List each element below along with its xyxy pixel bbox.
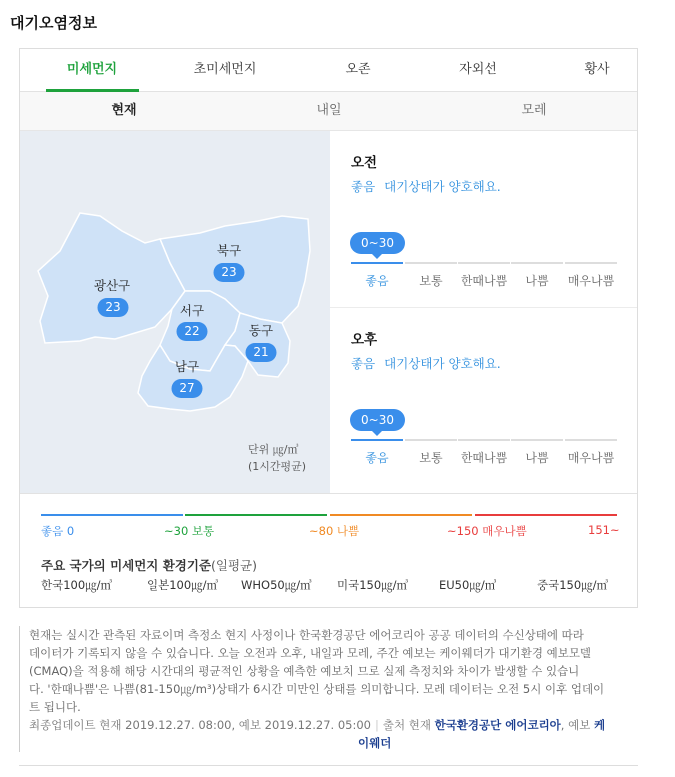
standards-title-sub: (일평균) [211, 558, 258, 573]
note-line: 트 됩니다. [29, 700, 81, 714]
forecast-pm-scale [351, 439, 617, 467]
legend-bar-very-bad [475, 514, 617, 516]
forecast-pm-message: 대기상태가 양호해요. [384, 356, 501, 371]
scale-label-briefly-bad: 한때나쁨 [460, 274, 508, 288]
source-mid: , 예보 [560, 718, 591, 732]
scale-segment-bad [511, 262, 563, 290]
air-quality-card [19, 48, 638, 608]
source-prefix: 출처 현재 [382, 718, 431, 732]
scale-label-bad: 나쁨 [525, 274, 549, 288]
legend-label-max: 151~ [588, 523, 620, 537]
standard-eu: EU50㎍/㎥ [439, 578, 497, 592]
legend-bar-good [41, 514, 183, 516]
district-value-bukgu[interactable]: 23 [214, 263, 245, 282]
standard-korea: 한국100㎍/㎥ [41, 578, 113, 592]
district-value-namgu[interactable]: 27 [172, 379, 203, 398]
scale-label-very-bad: 매우나쁨 [567, 451, 615, 465]
tab-uv[interactable]: 자외선 [459, 62, 497, 77]
legend-bar-normal [185, 514, 327, 516]
forecast-pm-range-bubble: 0~30 [350, 409, 405, 431]
note-line: 현재는 실시간 관측된 자료이며 측정소 현지 사정이나 한국환경공단 에어코리아 공공 데이터의 수신상태에 따라 [29, 628, 584, 642]
legend-label-good: 좋음 0 [41, 524, 75, 538]
legend-label-bad: ~80 나쁨 [309, 524, 360, 538]
source-link-kweather-part1[interactable]: 케 [593, 718, 606, 732]
scale-segment-normal [405, 262, 457, 290]
standards-title-text: 주요 국가의 미세먼지 환경기준 [41, 558, 212, 573]
scale-label-good: 좋음 [365, 274, 389, 288]
legend-bar-bad [330, 514, 472, 516]
district-name-seogu: 서구 [179, 303, 205, 318]
scale-label-very-bad: 매우나쁨 [567, 274, 615, 288]
source-link-kweather-part2[interactable]: 이웨더 [358, 736, 392, 750]
district-value-seogu[interactable]: 22 [177, 322, 208, 341]
tab-day-after[interactable]: 모레 [521, 103, 547, 118]
page-title: 대기오염정보 [10, 14, 97, 32]
scale-label-normal: 보통 [419, 274, 443, 288]
unit-sub-label: (1시간평균) [248, 460, 307, 473]
legend-label-very-bad: ~150 매우나쁨 [447, 524, 527, 538]
scale-segment-very-bad [565, 262, 617, 290]
forecast-am-scale [351, 262, 617, 290]
forecast-pm-title: 오후 [351, 332, 378, 348]
scale-segment-good [351, 439, 403, 467]
day-tabs [20, 92, 637, 131]
scale-label-briefly-bad: 한때나쁨 [460, 451, 508, 465]
scale-label-bad: 나쁨 [525, 451, 549, 465]
update-info-cont [29, 734, 619, 752]
map-shapes [20, 131, 330, 493]
note-line: (CMAQ)을 적용해 해당 시간대의 평균적인 상황을 예측한 예보치 므로 실제 측정치와 차이가 발생할 수 있습니 [29, 664, 580, 678]
district-name-gwangsangu: 광산구 [93, 278, 131, 293]
scale-label-normal: 보통 [419, 451, 443, 465]
tab-yellow-dust[interactable]: 황사 [584, 62, 610, 77]
scale-segment-normal [405, 439, 457, 467]
tab-tomorrow[interactable]: 내일 [316, 103, 342, 118]
forecast-am-grade: 좋음 [351, 179, 376, 194]
standard-china: 중국150㎍/㎥ [537, 578, 609, 592]
forecast-am-range-bubble: 0~30 [350, 232, 405, 254]
district-name-donggu: 동구 [248, 323, 274, 338]
update-info [29, 716, 619, 734]
legend-area [20, 493, 637, 607]
district-value-gwangsangu[interactable]: 23 [98, 298, 129, 317]
forecast-pm [330, 308, 637, 493]
forecast-pm-status [351, 354, 501, 372]
standard-usa: 미국150㎍/㎥ [337, 578, 409, 592]
bottom-divider [19, 765, 638, 766]
standards-title [41, 556, 257, 574]
standard-japan: 일본100㎍/㎥ [147, 578, 219, 592]
notes-section [19, 626, 619, 752]
tab-today[interactable]: 현재 [111, 103, 137, 118]
unit-label: 단위 ㎍/㎥ [248, 443, 299, 456]
scale-segment-briefly-bad [458, 262, 510, 290]
scale-segment-briefly-bad [458, 439, 510, 467]
scale-label-good: 좋음 [365, 451, 389, 465]
tab-pm25[interactable]: 초미세먼지 [193, 62, 257, 77]
update-time: 최종업데이트 현재 2019.12.27. 08:00, 예보 2019.12.27. 05:00 [29, 718, 371, 732]
tab-ozone[interactable]: 오존 [345, 62, 371, 77]
legend-label-normal: ~30 보통 [164, 524, 215, 538]
forecast-am-status [351, 177, 501, 195]
scale-segment-bad [511, 439, 563, 467]
tab-pm10[interactable]: 미세먼지 [66, 62, 118, 77]
scale-segment-good [351, 262, 403, 290]
note-line: 데이터가 기록되지 않을 수 있습니다. 오늘 오전과 오후, 내일과 모레, 주간 예보는 케이웨더가 대기환경 예보모델 [29, 646, 592, 660]
source-link-airkorea[interactable]: 한국환경공단 에어코리아 [434, 718, 561, 732]
note-line: 다. '한때나쁨'은 나쁨(81-150㎍/m³)상태가 6시간 미만인 상태를 의미합니다. 모레 데이터는 오전 5시 이후 업데이 [29, 682, 605, 696]
forecast-am [330, 131, 637, 307]
separator: | [374, 718, 379, 732]
district-value-donggu[interactable]: 21 [246, 343, 277, 362]
main-tabs [20, 49, 637, 92]
district-name-namgu: 남구 [174, 359, 200, 374]
district-name-bukgu: 북구 [216, 243, 242, 258]
forecast-am-title: 오전 [351, 155, 378, 171]
forecast-am-message: 대기상태가 양호해요. [384, 179, 501, 194]
district-map [20, 131, 330, 493]
scale-segment-very-bad [565, 439, 617, 467]
forecast-pm-grade: 좋음 [351, 356, 376, 371]
standard-who: WHO50㎍/㎥ [241, 578, 312, 592]
